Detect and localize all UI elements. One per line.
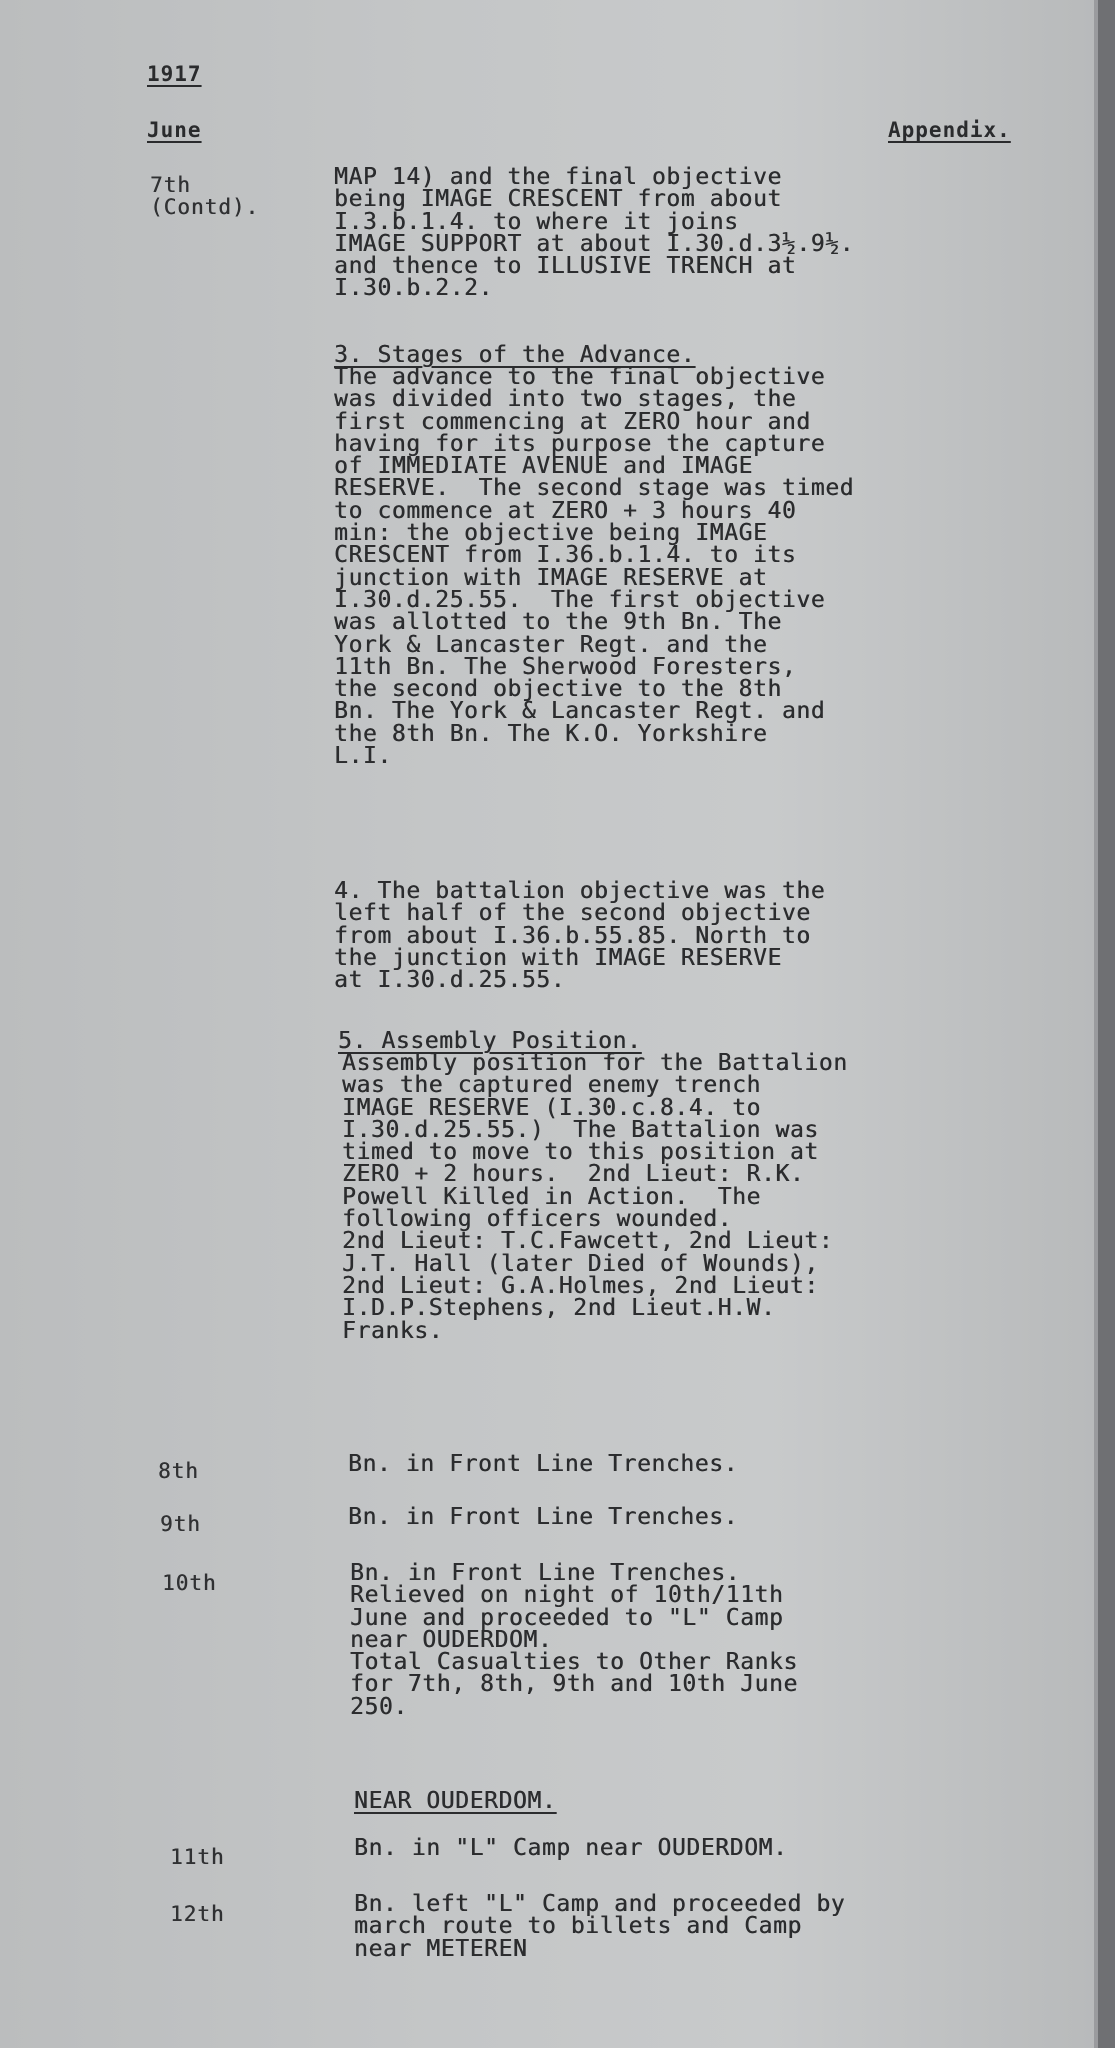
section-heading: 5. Assembly Position.	[338, 1028, 642, 1054]
entry-date: 12th	[170, 1902, 225, 1926]
entry-date: 10th	[162, 1571, 217, 1595]
entry-text: Bn. in Front Line Trenches.	[348, 1504, 739, 1530]
entry-paragraph: Assembly position for the Battalion was the captured enemy trench IMAGE RESERVE (I.30.c.8.4. to I.30.d.25.55.) The Battalion was timed to move to this position at ZERO + 2 hours. 2nd Lieut: R.K. Powell Killed in Action. The following officers wounded. 2nd Lieut: T.C.Fawcett, 2nd Lieut: J.T. Hall (later Died of Wounds), 2nd Lieut: G.A.Holmes, 2nd Lieut: I.D.P.Stephens, 2nd Lieut.H.W. Franks.	[342, 1050, 848, 1344]
appendix-heading: Appendix.	[888, 118, 1011, 142]
location-heading: NEAR OUDERDOM.	[354, 1788, 557, 1814]
entry-paragraph: 4. The battalion objective was the left half of the second objective from about I.36.b.55.85. North to the junction with IMAGE RESERVE at I.30.d.25.55.	[334, 878, 826, 994]
entry-text: Bn. in Front Line Trenches.	[348, 1451, 739, 1477]
scan-background	[1098, 0, 1115, 2048]
entry-date: 7th (Contd).	[150, 173, 260, 219]
year-heading: 1917	[147, 62, 202, 86]
entry-date: 11th	[170, 1845, 225, 1869]
month-heading: June	[147, 118, 202, 142]
section-heading: 3. Stages of the Advance.	[334, 342, 696, 368]
entry-paragraph: The advance to the final objective was divided into two stages, the first commencing at ZERO hour and having for its purpose the capture of IMMEDIATE AVENUE and IMAGE RESERVE. The second stage was timed to commence at ZERO + 3 hours 40 min: the objective being IMAGE CRESCENT from I.36.b.1.4. to its junction with IMAGE RESERVE at I.30.d.25.55. The first objective was allotted to the 9th Bn. The York & Lancaster Regt. and the 11th Bn. The Sherwood Foresters, the second objective to the 8th Bn. The York & Lancaster Regt. and the 8th Bn. The K.O. Yorkshire L.I.	[334, 364, 855, 770]
entry-paragraph: MAP 14) and the final objective being IMAGE CRESCENT from about I.3.b.1.4. to where it joins IMAGE SUPPORT at about I.30.d.3½.9½. and thence to ILLUSIVE TRENCH at I.30.b.2.2.	[334, 164, 855, 302]
entry-date: 8th	[158, 1459, 199, 1483]
entry-text: Bn. in Front Line Trenches. Relieved on night of 10th/11th June and proceeded to "L" Camp near OUDERDOM. Total Casualties to Other Ranks for 7th, 8th, 9th and 10th June 250.	[350, 1560, 798, 1720]
entry-text: Bn. left "L" Camp and proceeded by march route to billets and Camp near METEREN	[354, 1891, 846, 1962]
entry-text: Bn. in "L" Camp near OUDERDOM.	[354, 1835, 788, 1861]
entry-date: 9th	[160, 1512, 201, 1536]
